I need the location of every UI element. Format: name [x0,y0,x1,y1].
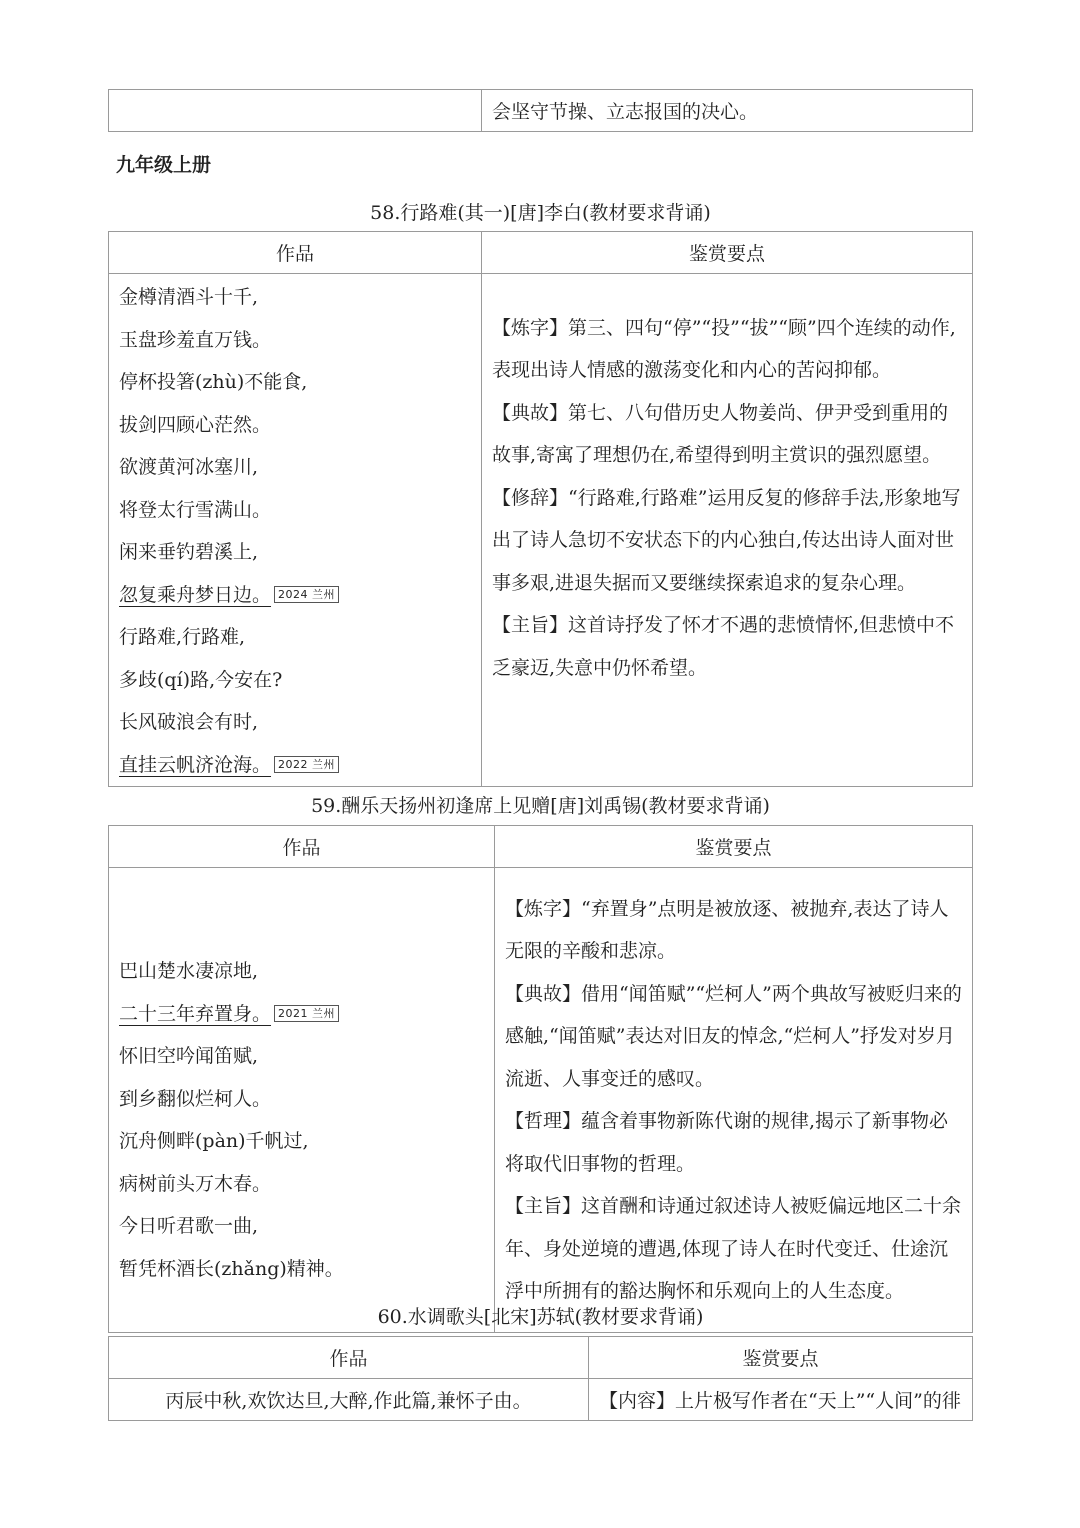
header-notes: 鉴赏要点 [495,826,973,868]
header-work: 作品 [109,232,482,274]
note-paragraph: 【主旨】这首诗抒发了怀才不遇的悲愤情怀,但悲愤中不乏豪迈,失意中仍怀希望。 [492,614,955,679]
poem60-caption: 60.水调歌头[北宋]苏轼(教材要求背诵) [377,1306,704,1328]
poem-line: 今日听君歌一曲, [119,1215,259,1237]
poem-line: 停杯投箸(zhù)不能食, [119,371,308,393]
poem59-table [108,825,973,1333]
poem58-body [109,274,482,787]
section-title: 九年级上册 [116,154,212,176]
poem58-table [108,231,973,787]
poem-line [119,744,471,787]
header-work: 作品 [109,826,495,868]
poem60-preface: 丙辰中秋,欢饮达旦,大醉,作此篇,兼怀子由。 [109,1379,589,1421]
poem-line: 暂凭杯酒长(zhǎng)精神。 [119,1257,344,1280]
poem-line: 长风破浪会有时, [119,711,259,733]
poem59-caption: 59.酬乐天扬州初逢席上见赠[唐]刘禹锡(教材要求背诵) [311,795,770,817]
note-paragraph: 【典故】第七、八句借历史人物姜尚、伊尹受到重用的故事,寄寓了理想仍在,希望得到明主赏识的强烈愿望。 [492,401,949,467]
exam-tag: 2021 兰州 [274,1005,339,1022]
note-paragraph: 【炼字】“弃置身”点明是被放逐、被抛弃,表达了诗人无限的辛酸和悲凉。 [505,897,949,962]
poem-line: 巴山楚水凄凉地, [119,960,259,982]
header-notes: 鉴赏要点 [482,232,973,274]
underlined-line: 直挂云帆济沧海。 [119,753,272,776]
poem-line: 将登太行雪满山。 [119,498,272,521]
header-notes: 鉴赏要点 [589,1337,973,1379]
exam-tag: 2024 兰州 [274,586,339,603]
continuation-table [108,89,973,132]
note-paragraph: 【典故】借用“闻笛赋”“烂柯人”两个典故写被贬归来的感触,“闻笛赋”表达对旧友的悼念,“烂柯人”抒发对岁月流逝、人事变迁的感叹。 [505,982,962,1090]
poem-line: 怀旧空吟闻笛赋, [119,1045,259,1067]
exam-tag: 2022 兰州 [274,756,339,773]
poem-line: 病树前头万木春。 [119,1172,272,1195]
continuation-text: 会坚守节操、立志报国的决心。 [482,90,973,132]
underlined-line: 忽复乘舟梦日边。 [119,583,272,606]
poem-line: 沉舟侧畔(pàn)千帆过, [119,1130,309,1152]
poem59-body [109,868,495,1333]
poem59-notes [495,868,973,1333]
poem58-caption: 58.行路难(其一)[唐]李白(教材要求背诵) [370,202,711,224]
poem-line: 闲来垂钓碧溪上, [119,541,259,563]
underlined-line: 二十三年弃置身。 [119,1002,272,1025]
poem-line: 玉盘珍羞直万钱。 [119,328,272,351]
poem-line: 拔剑四顾心茫然。 [119,413,272,436]
poem-line [119,993,484,1036]
note-paragraph: 【炼字】第三、四句“停”“投”“拔”“顾”四个连续的动作,表现出诗人情感的激荡变化和内心的苦闷抑郁。 [492,316,956,382]
poem-line [119,574,471,617]
poem58-notes [482,274,973,787]
note-paragraph: 【主旨】这首酬和诗通过叙述诗人被贬偏远地区二十余年、身处逆境的遭遇,体现了诗人在时代变迁、仕途沉浮中所拥有的豁达胸怀和乐观向上的人生态度。 [505,1195,962,1302]
poem-line: 欲渡黄河冰塞川, [119,456,259,478]
poem60-note: 【内容】上片极写作者在“天上”“人间”的徘 [589,1379,973,1421]
empty-cell [109,90,482,132]
note-paragraph: 【哲理】蕴含着事物新陈代谢的规律,揭示了新事物必将取代旧事物的哲理。 [505,1110,949,1175]
poem60-table [108,1336,973,1421]
poem-line: 到乡翻似烂柯人。 [119,1087,272,1110]
poem-line: 行路难,行路难, [119,626,246,648]
poem-line: 多歧(qí)路,今安在? [119,668,283,691]
header-work: 作品 [109,1337,589,1379]
note-paragraph: 【修辞】“行路难,行路难”运用反复的修辞手法,形象地写出了诗人急切不安状态下的内心独白,传达出诗人面对世事多艰,进退失据而又要继续探索追求的复杂心理。 [492,486,961,594]
poem-line: 金樽清酒斗十千, [119,286,259,308]
